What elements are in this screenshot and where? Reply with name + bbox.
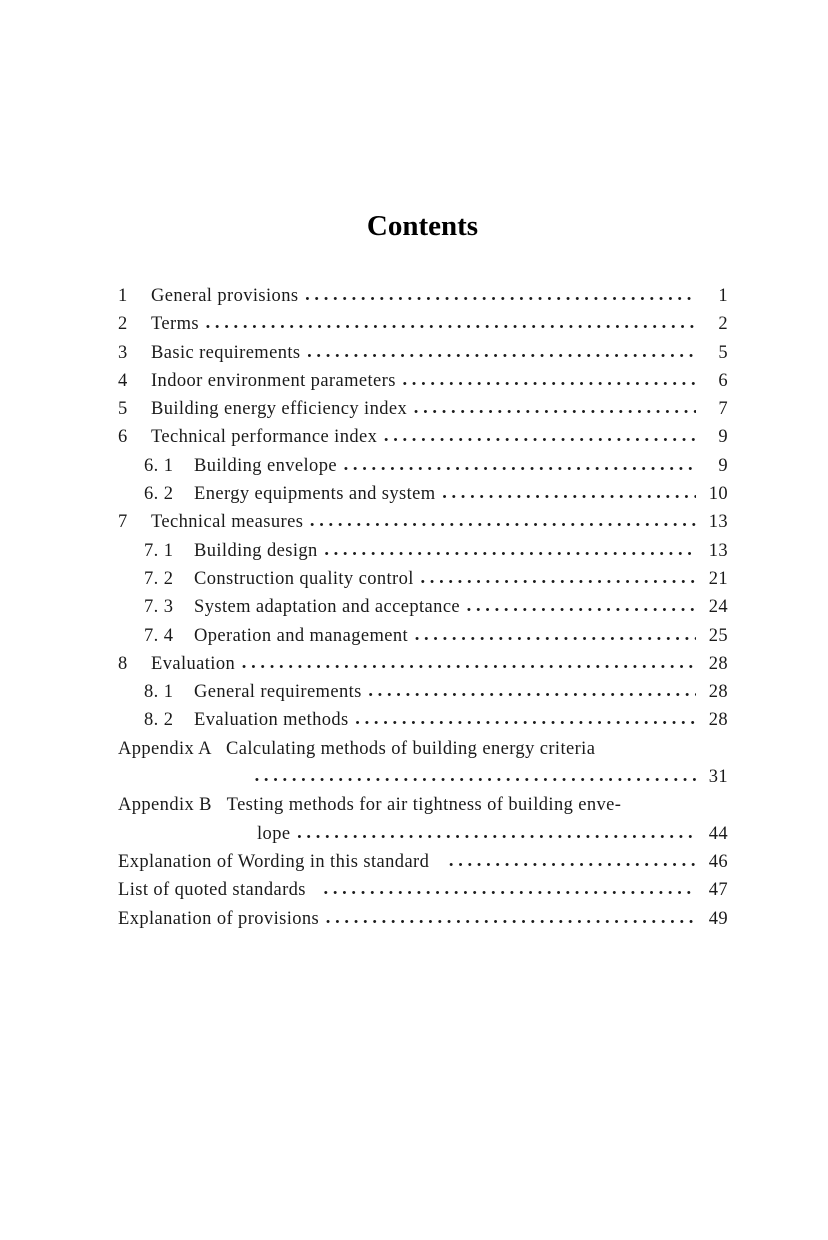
table-of-contents [118, 286, 728, 937]
toc-label: Explanation of provisions [118, 908, 320, 929]
dot-leader [305, 294, 696, 305]
toc-number: 2 [118, 314, 128, 335]
toc-page: 25 [708, 625, 728, 646]
dot-leader [326, 917, 696, 928]
toc-entry[interactable] [118, 909, 728, 932]
toc-page: 2 [718, 314, 728, 335]
toc-page: 1 [718, 286, 728, 306]
dot-leader [414, 407, 696, 418]
toc-label: Energy equipments and system [194, 484, 436, 505]
toc-number: 7. 1 [144, 540, 174, 561]
dot-leader [443, 492, 696, 503]
toc-label: General provisions [151, 286, 299, 306]
toc-entry[interactable] [118, 399, 728, 422]
toc-number: 6. 2 [144, 484, 174, 505]
toc-label: Technical performance index [151, 427, 378, 448]
toc-page: 46 [708, 851, 728, 872]
dot-leader [297, 832, 696, 843]
toc-number: 8. 1 [144, 682, 174, 703]
toc-page: 13 [708, 512, 728, 533]
toc-label: Terms [151, 314, 199, 335]
toc-entry[interactable] [118, 427, 728, 450]
toc-number: 8. 2 [144, 710, 174, 731]
toc-subentry[interactable] [118, 569, 728, 592]
toc-label: Technical measures [151, 512, 304, 533]
toc-number: 6 [118, 427, 128, 448]
toc-page: 31 [708, 767, 728, 788]
toc-subentry[interactable] [118, 456, 728, 479]
toc-label: Appendix B Testing methods for air tightness of building enve- [118, 795, 622, 816]
toc-label: Appendix A Calculating methods of building energy criteria [118, 738, 596, 759]
toc-page: 6 [718, 370, 728, 391]
toc-number: 8 [118, 653, 128, 674]
toc-page: 21 [708, 568, 728, 589]
dot-leader [308, 351, 697, 362]
dot-leader [242, 662, 696, 673]
toc-label: Construction quality control [194, 568, 414, 589]
toc-page: 7 [718, 399, 728, 420]
toc-number: 1 [118, 286, 128, 306]
toc-subentry[interactable] [118, 710, 728, 733]
toc-entry[interactable] [118, 343, 728, 366]
toc-entry[interactable] [118, 371, 728, 394]
toc-label: Indoor environment parameters [151, 370, 396, 391]
dot-leader [325, 549, 696, 560]
toc-page: 10 [708, 484, 728, 505]
toc-label: Evaluation methods [194, 710, 349, 731]
toc-label: System adaptation and acceptance [194, 597, 461, 618]
toc-page: 28 [708, 682, 728, 703]
toc-label: Evaluation [151, 653, 236, 674]
toc-label: Operation and management [194, 625, 409, 646]
toc-entry[interactable] [118, 286, 728, 309]
toc-subentry[interactable] [118, 597, 728, 620]
toc-number: 7. 2 [144, 568, 174, 589]
dot-leader [415, 634, 696, 645]
dot-leader [449, 860, 696, 871]
dot-leader [421, 577, 696, 588]
toc-number: 7. 3 [144, 597, 174, 618]
toc-label: Explanation of Wording in this standard [118, 851, 430, 872]
toc-appendix-a-leader [118, 767, 728, 790]
dot-leader [356, 718, 696, 729]
toc-page: 5 [718, 342, 728, 363]
dot-leader [310, 520, 696, 531]
toc-entry[interactable] [118, 512, 728, 535]
toc-subentry[interactable] [118, 484, 728, 507]
toc-page: 44 [708, 823, 728, 844]
dot-leader [255, 775, 696, 786]
dot-leader [206, 322, 696, 333]
toc-subentry[interactable] [118, 682, 728, 705]
toc-page: 13 [708, 540, 728, 561]
toc-page: 9 [718, 427, 728, 448]
toc-label: Building envelope [194, 455, 337, 476]
toc-page: 49 [708, 908, 728, 929]
toc-label-continued: lope [257, 823, 291, 844]
dot-leader [403, 379, 696, 390]
toc-number: 7 [118, 512, 128, 533]
toc-entry[interactable] [118, 852, 728, 875]
toc-appendix-a[interactable] [118, 739, 728, 762]
toc-label: General requirements [194, 682, 362, 703]
dot-leader [467, 605, 696, 616]
dot-leader [344, 464, 696, 475]
toc-page: 28 [708, 653, 728, 674]
toc-number: 6. 1 [144, 455, 174, 476]
toc-label: List of quoted standards [118, 880, 306, 901]
toc-label: Building energy efficiency index [151, 399, 408, 420]
toc-number: 5 [118, 399, 128, 420]
toc-appendix-b[interactable] [118, 795, 728, 818]
toc-page: 28 [708, 710, 728, 731]
toc-page: 47 [708, 880, 728, 901]
toc-appendix-b-cont [118, 824, 728, 847]
dot-leader [384, 435, 696, 446]
toc-page: 9 [718, 455, 728, 476]
dot-leader [324, 888, 696, 899]
toc-number: 4 [118, 370, 128, 391]
toc-entry[interactable] [118, 654, 728, 677]
toc-label: Basic requirements [151, 342, 301, 363]
dot-leader [369, 690, 696, 701]
toc-number: 3 [118, 342, 128, 363]
page-title: Contents [366, 210, 479, 242]
toc-subentry[interactable] [118, 626, 728, 649]
toc-number: 7. 4 [144, 625, 174, 646]
toc-page: 24 [708, 597, 728, 618]
toc-entry[interactable] [118, 880, 728, 903]
toc-entry[interactable] [118, 314, 728, 337]
toc-subentry[interactable] [118, 541, 728, 564]
toc-label: Building design [194, 540, 318, 561]
